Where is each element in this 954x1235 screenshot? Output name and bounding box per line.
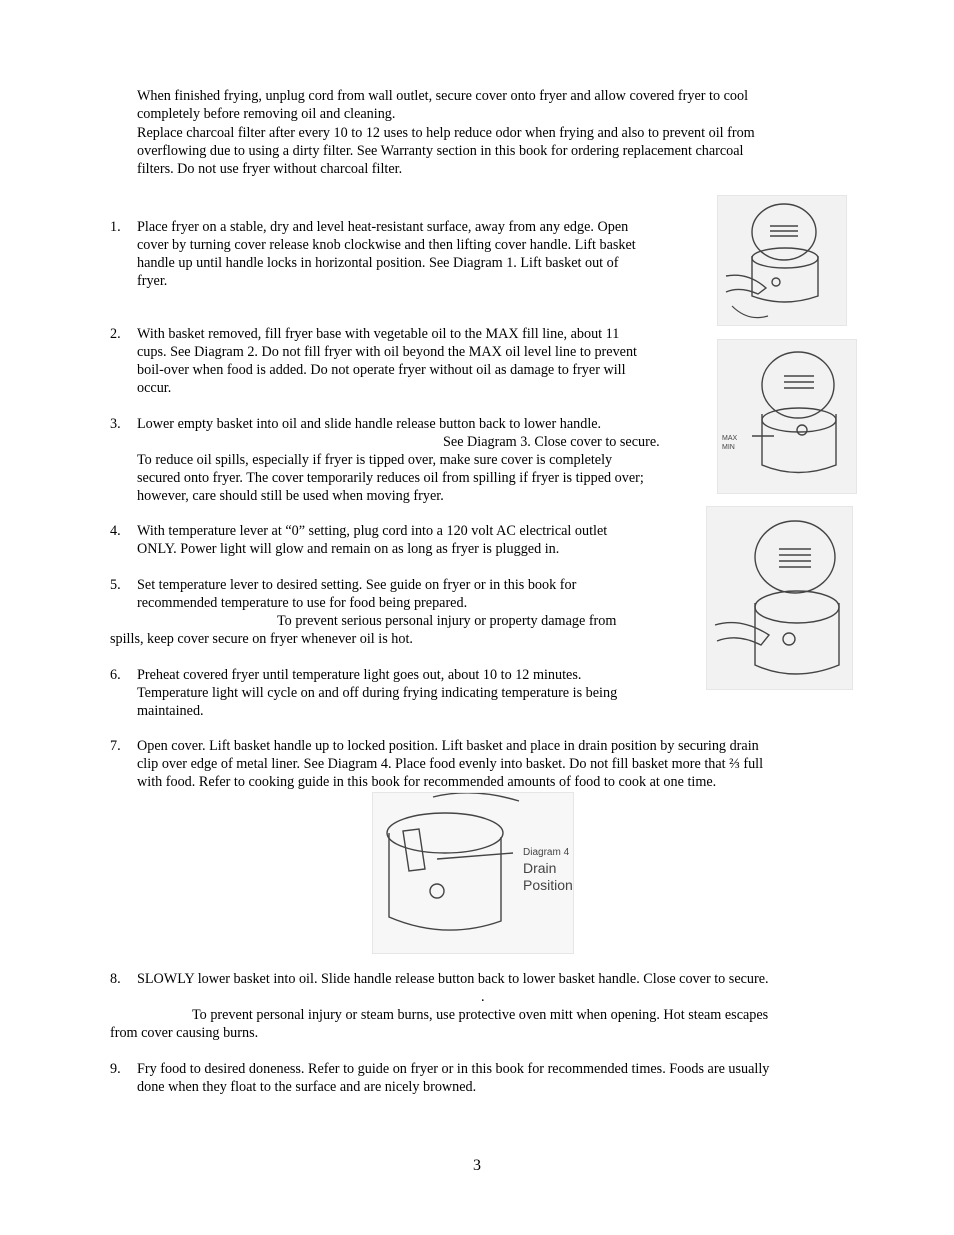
- text-line: boil-over when food is added. Do not operate fryer without oil as damage to fryer will: [137, 362, 626, 378]
- text-line: To reduce oil spills, especially if fryer is tipped over, make sure cover is completely: [137, 452, 613, 468]
- step-number: 1.: [110, 219, 121, 235]
- text-line: With basket removed, fill fryer base with vegetable oil to the MAX fill line, about 11: [137, 326, 620, 342]
- text-line: done when they float to the surface and are nicely browned.: [137, 1079, 477, 1095]
- text-line: from cover causing burns.: [110, 1025, 259, 1041]
- text-line: To prevent personal injury or steam burns, use protective oven mitt when opening. Hot steam escapes: [192, 1007, 769, 1023]
- text-line: Fry food to desired doneness. Refer to guide on fryer or in this book for recommended times. Foods are usually: [137, 1061, 770, 1077]
- text-line: Temperature light will cycle on and off during frying indicating temperature is being: [137, 685, 618, 701]
- text-line: overflowing due to using a dirty filter. See Warranty section in this book for ordering replacement charcoal: [137, 143, 744, 159]
- text-line: secured onto fryer. The cover temporarily reduces oil from spilling if fryer is tipped over;: [137, 470, 644, 486]
- text-line: Lower empty basket into oil and slide handle release button back to lower handle.: [137, 416, 602, 432]
- step-number: 5.: [110, 577, 121, 593]
- diagram-3-image: [706, 506, 853, 690]
- step-number: 9.: [110, 1061, 121, 1077]
- text-line: SLOWLY lower basket into oil. Slide handle release button back to lower basket handle. Close cover to secure.: [137, 971, 769, 987]
- diagram-4-image: [372, 792, 574, 954]
- text-line: completely before removing oil and cleaning.: [137, 106, 396, 122]
- step-number: 6.: [110, 667, 121, 683]
- text-line: With temperature lever at “0” setting, plug cord into a 120 volt AC electrical outlet: [137, 523, 608, 539]
- text-line: Replace charcoal filter after every 10 to 12 uses to help reduce odor when frying and also to prevent oil from: [137, 125, 755, 141]
- position-label: Position: [523, 877, 573, 893]
- page-number: 3: [473, 1157, 481, 1174]
- text-line: Set temperature lever to desired setting. See guide on fryer or in this book for: [137, 577, 577, 593]
- drain-label: Drain: [523, 860, 557, 876]
- text-line: Open cover. Lift basket handle up to locked position. Lift basket and place in drain position by securing drain: [137, 738, 759, 754]
- text-line: with food. Refer to cooking guide in this book for recommended amounts of food to cook at one time.: [137, 774, 717, 790]
- text-line: Preheat covered fryer until temperature light goes out, about 10 to 12 minutes.: [137, 667, 582, 683]
- text-line: fryer.: [137, 273, 168, 289]
- text-line: See Diagram 3. Close cover to secure.: [443, 434, 660, 450]
- max-label: MAX: [722, 435, 738, 442]
- text-line: filters. Do not use fryer without charcoal filter.: [137, 161, 403, 177]
- diagram-2-image: [717, 339, 857, 494]
- text-line: clip over edge of metal liner. See Diagram 4. Place food evenly into basket. Do not fill basket more that ⅔ full: [137, 756, 764, 772]
- step-number: 7.: [110, 738, 121, 754]
- step-number: 8.: [110, 971, 121, 987]
- diagram-1-image: [717, 195, 847, 326]
- diagram-4-label: Diagram 4: [523, 847, 570, 858]
- step-number: 2.: [110, 326, 121, 342]
- min-label: MIN: [722, 444, 735, 451]
- step-number: 3.: [110, 416, 121, 432]
- text-line: however, care should still be used when moving fryer.: [137, 488, 444, 504]
- text-line: When finished frying, unplug cord from wall outlet, secure cover onto fryer and allow covered fryer to cool: [137, 88, 749, 104]
- text-line: maintained.: [137, 703, 204, 719]
- text-line: recommended temperature to use for food being prepared.: [137, 595, 468, 611]
- text-line: cover by turning cover release knob clockwise and then lifting cover handle. Lift basket: [137, 237, 636, 253]
- text-line: handle up until handle locks in horizontal position. See Diagram 1. Lift basket out of: [137, 255, 619, 271]
- text-line: .: [481, 989, 485, 1005]
- text-line: To prevent serious personal injury or property damage from: [277, 613, 617, 629]
- text-line: spills, keep cover secure on fryer whenever oil is hot.: [110, 631, 413, 647]
- text-line: occur.: [137, 380, 172, 396]
- text-line: Place fryer on a stable, dry and level heat-resistant surface, away from any edge. Open: [137, 219, 629, 235]
- text-line: ONLY. Power light will glow and remain on as long as fryer is plugged in.: [137, 541, 560, 557]
- step-number: 4.: [110, 523, 121, 539]
- text-line: cups. See Diagram 2. Do not fill fryer with oil beyond the MAX oil level line to prevent: [137, 344, 637, 360]
